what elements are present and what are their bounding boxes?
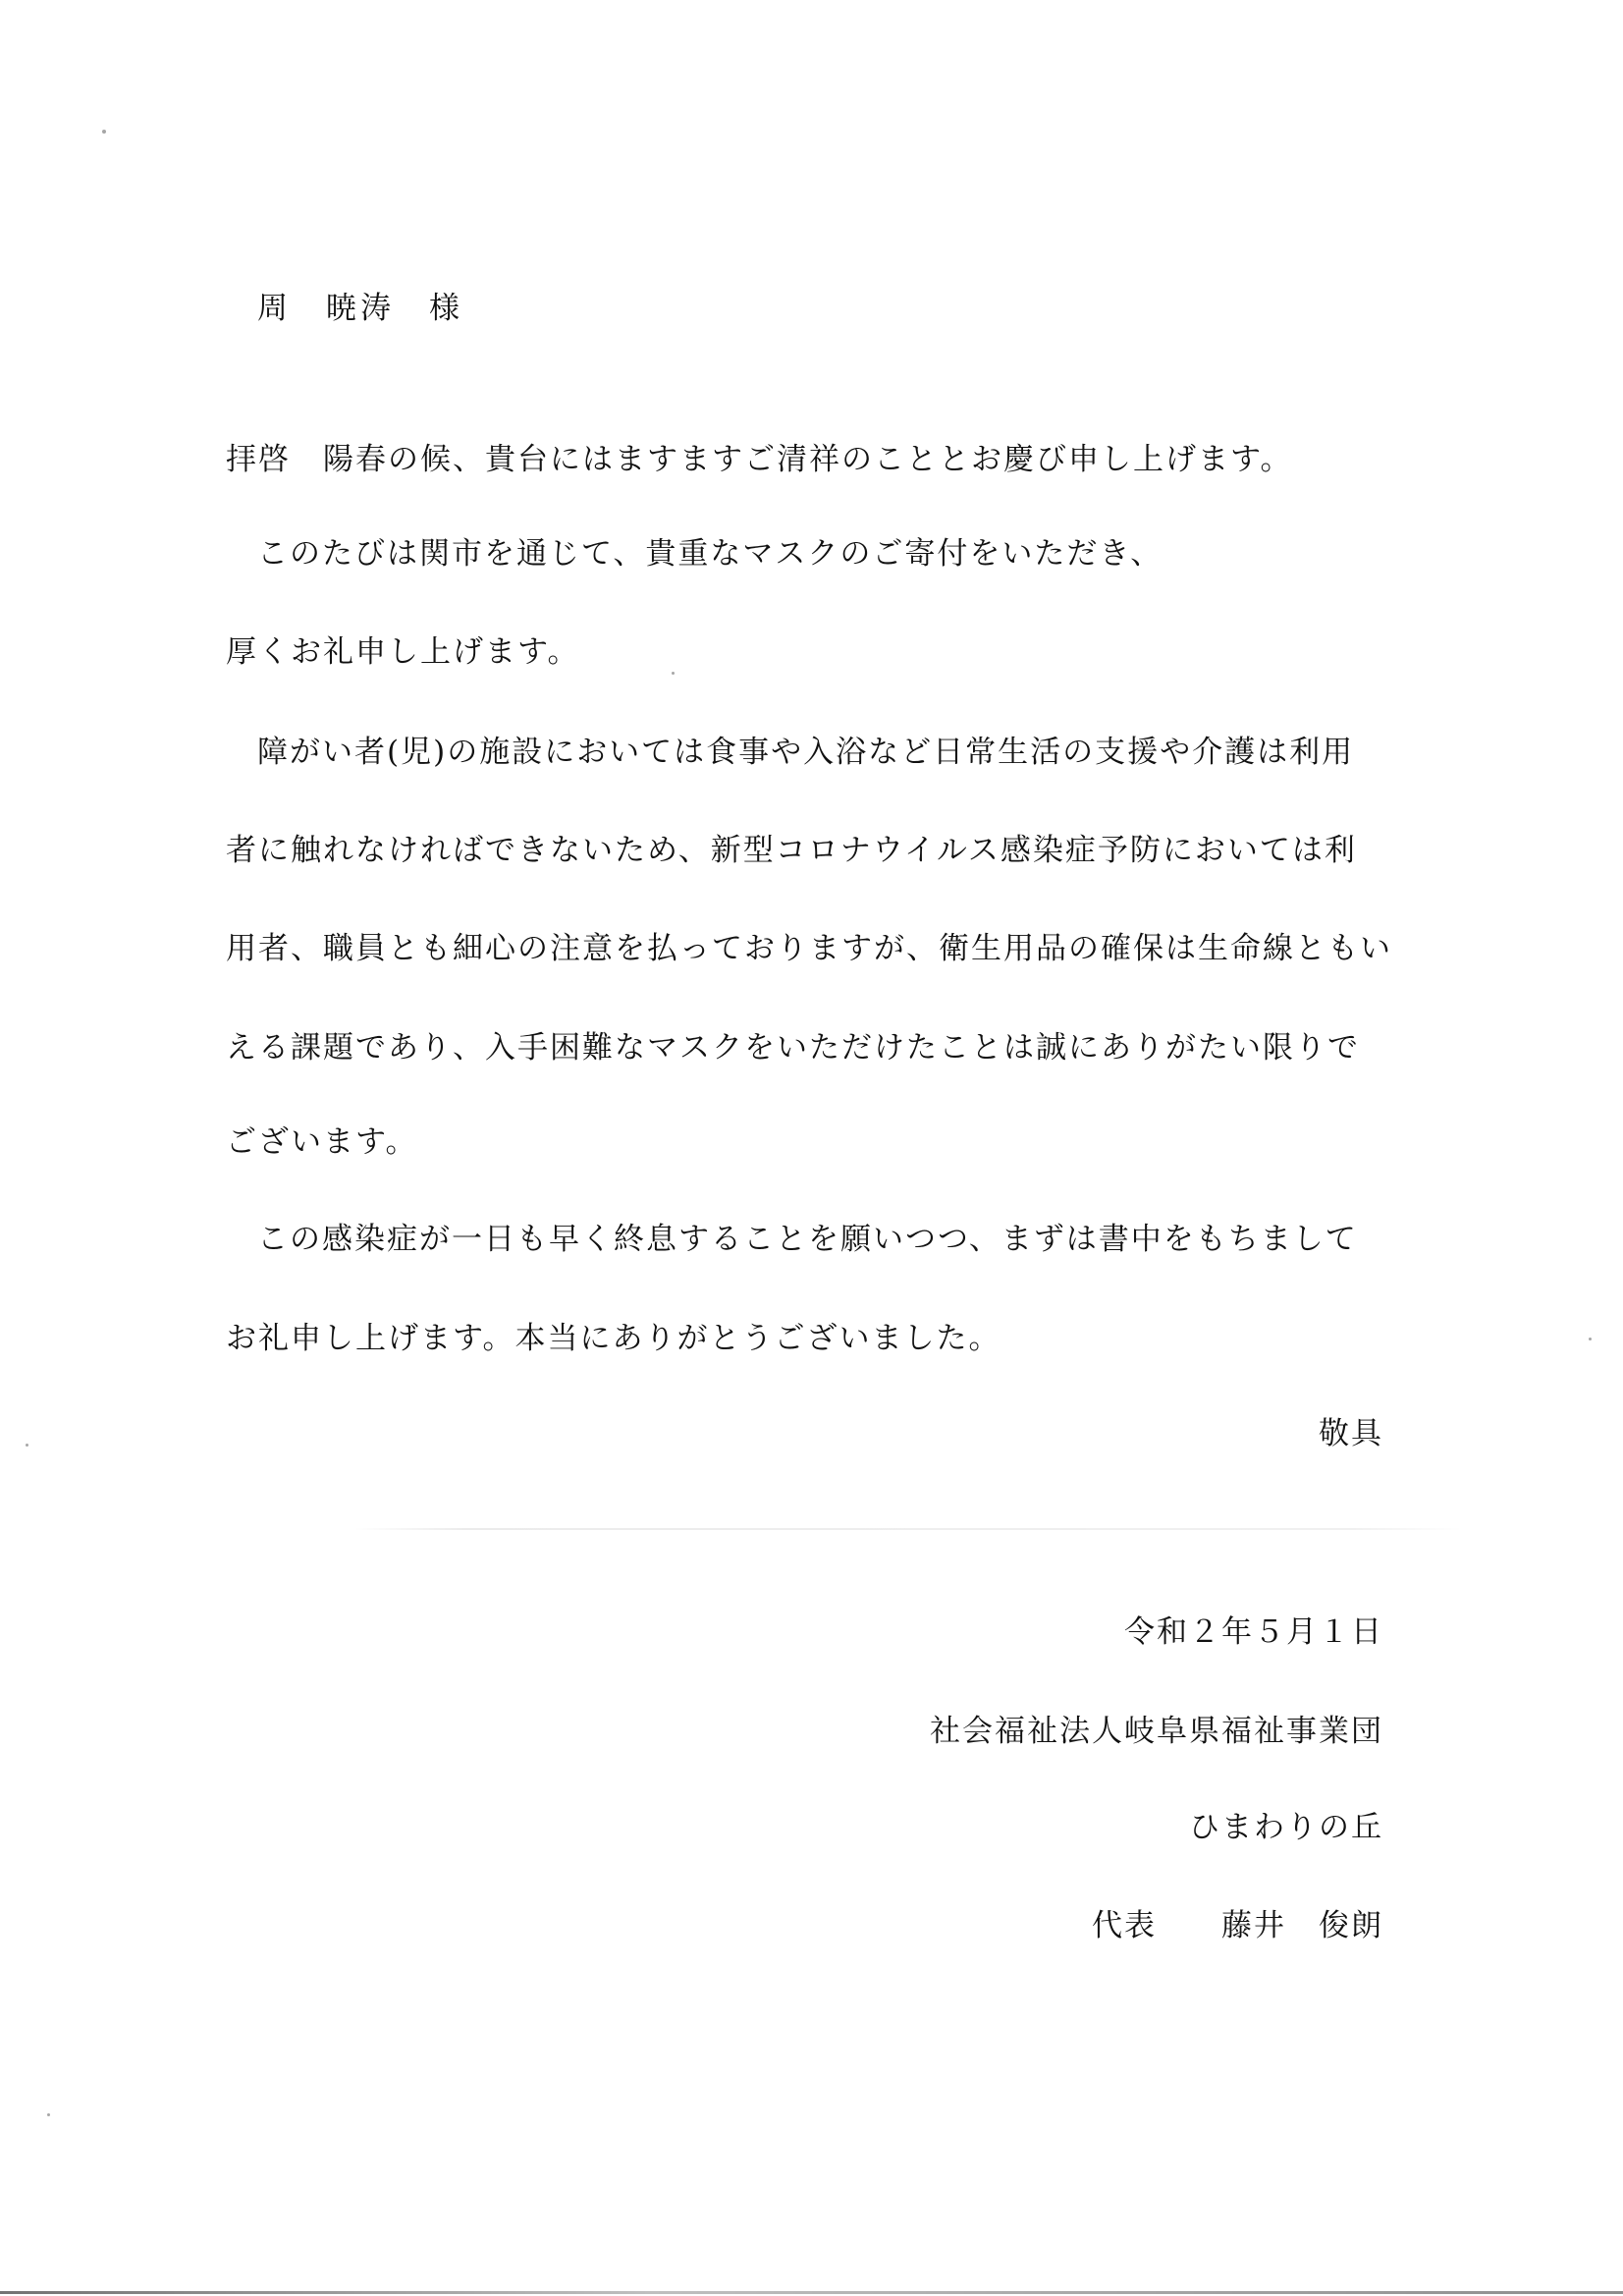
greeting-paragraph: 拝啓 陽春の候、貴台にはますますご清祥のこととお慶び申し上げます。	[226, 442, 1293, 477]
sender-facility: ひまわりの丘	[1189, 1810, 1383, 1845]
body-paragraph-line: 者に触れなければできないため、新型コロナウイルス感染症予防においては利	[226, 833, 1357, 868]
scan-fold-line	[353, 1528, 1463, 1530]
body-paragraph-line: 障がい者(児)の施設においては食事や入浴など日常生活の支援や介護は利用	[257, 735, 1355, 770]
scan-speck	[1589, 1338, 1592, 1340]
scan-speck	[102, 130, 106, 134]
scan-speck	[47, 2113, 50, 2116]
scan-speck	[672, 672, 675, 675]
thanks-paragraph-line: このたびは関市を通じて、貴重なマスクのご寄付をいただき、	[257, 536, 1163, 572]
scan-bottom-edge	[0, 2291, 1623, 2294]
thanks-paragraph-line: 厚くお礼申し上げます。	[226, 634, 580, 670]
letter-date: 令和２年５月１日	[1124, 1614, 1383, 1650]
body-paragraph-line: 用者、職員とも細心の注意を払っておりますが、衛生用品の確保は生命線ともい	[226, 931, 1392, 966]
closing-paragraph-line: お礼申し上げます。本当にありがとうございました。	[226, 1321, 1001, 1356]
sender-organization: 社会福祉法人岐阜県福祉事業団	[930, 1714, 1383, 1749]
closing-word: 敬具	[1319, 1416, 1383, 1451]
closing-paragraph-line: この感染症が一日も早く終息することを願いつつ、まずは書中をもちまして	[257, 1222, 1358, 1257]
body-paragraph-line: ございます。	[226, 1124, 418, 1160]
body-paragraph-line: える課題であり、入手困難なマスクをいただけたことは誠にありがたい限りで	[226, 1030, 1360, 1066]
sender-representative: 代表 藤井 俊朗	[1092, 1908, 1383, 1943]
scan-speck	[26, 1444, 28, 1447]
addressee: 周 暁涛 様	[257, 291, 463, 326]
